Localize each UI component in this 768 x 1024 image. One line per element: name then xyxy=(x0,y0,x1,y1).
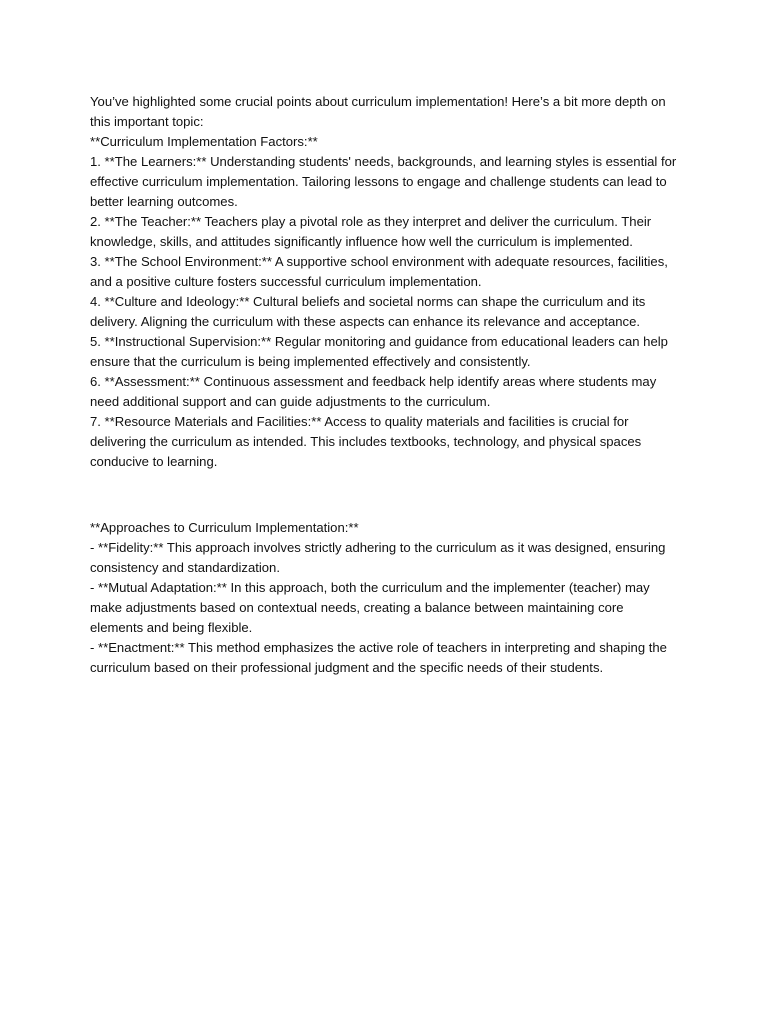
factor-item-instructional-supervision: 5. **Instructional Supervision:** Regular monitoring and guidance from educational leaders can help ensure that the curriculum is being implemented effectively and consistently. xyxy=(90,334,668,369)
approach-item-mutual-adaptation: - **Mutual Adaptation:** In this approach, both the curriculum and the implementer (teacher) may make adjustments based on contextual needs, creating a balance between maintaining core elements and being flexible. xyxy=(90,580,650,635)
approach-item-enactment: - **Enactment:** This method emphasizes the active role of teachers in interpreting and shaping the curriculum based on their professional judgment and the specific needs of their students. xyxy=(90,640,667,675)
intro-paragraph: You’ve highlighted some crucial points about curriculum implementation! Here’s a bit more depth on this important topic: xyxy=(90,94,666,129)
factor-item-culture-ideology: 4. **Culture and Ideology:** Cultural beliefs and societal norms can shape the curriculum and its delivery. Aligning the curriculum with these aspects can enhance its relevance and acceptance. xyxy=(90,294,646,329)
factor-item-assessment: 6. **Assessment:** Continuous assessment and feedback help identify areas where students may need additional support and can guide adjustments to the curriculum. xyxy=(90,374,657,409)
factor-item-learners: 1. **The Learners:** Understanding students' needs, backgrounds, and learning styles is essential for effective curriculum implementation. Tailoring lessons to engage and challenge students can lead to better learning outcomes. xyxy=(90,154,677,209)
factors-heading: **Curriculum Implementation Factors:** xyxy=(90,134,318,149)
factor-item-school-environment: 3. **The School Environment:** A supportive school environment with adequate resources, facilities, and a positive culture fosters successful curriculum implementation. xyxy=(90,254,668,289)
approaches-heading: **Approaches to Curriculum Implementation:** xyxy=(90,520,359,535)
approach-item-fidelity: - **Fidelity:** This approach involves strictly adhering to the curriculum as it was designed, ensuring consistency and standardization. xyxy=(90,540,666,575)
factor-item-resource-materials: 7. **Resource Materials and Facilities:** Access to quality materials and facilities is crucial for delivering the curriculum as intended. This includes textbooks, technology, and physical spaces conducive to learning. xyxy=(90,414,642,469)
document-page xyxy=(90,92,680,678)
factor-item-teacher: 2. **The Teacher:** Teachers play a pivotal role as they interpret and deliver the curriculum. Their knowledge, skills, and attitudes significantly influence how well the curriculum is implemented. xyxy=(90,214,652,249)
